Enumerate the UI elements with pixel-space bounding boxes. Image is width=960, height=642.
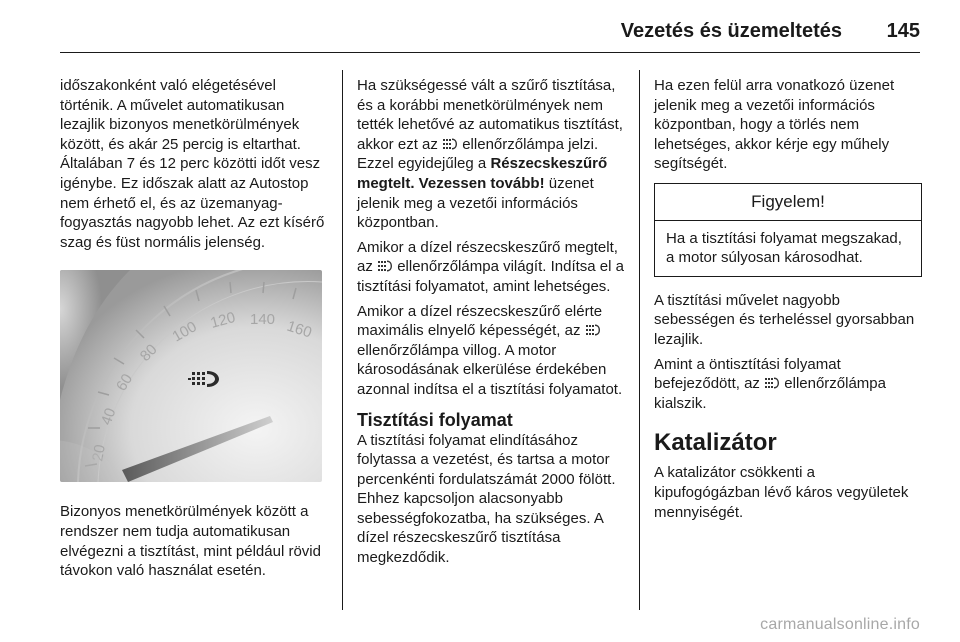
warning-box xyxy=(654,183,922,277)
paragraph: Bizonyos menetkörülmények között a rendszer nem tudja automatikusan elvégezni a tisztítást, mint például rövid távokon való használat esetén. xyxy=(60,503,321,580)
column-divider xyxy=(342,70,343,610)
paragraph: Amint a öntisztítási folyamat befejeződött, az ellenőrzőlámpa kialszik. xyxy=(654,355,886,412)
warning-message: Részecskeszűrő megtelt. Vezessen tovább! xyxy=(357,155,608,192)
paragraph: időszakonként való elégetésével történik. A művelet automatikusan lezajlik bizonyos menetkörülmények között, és akár 25 percig is eltarthat. Általában 7 és 12 perc közötti időt vesz igénybe. Ez időszak alatt az Autostop nem érhető el, és az üzemanyag-fogyasztás nagyobb lehet. Az ezt kísérő szag és füst normális jelenség. xyxy=(60,77,325,251)
column-divider xyxy=(639,70,640,610)
paragraph: Amikor a dízel részecskeszűrő megtelt, az ellenőrzőlámpa világít. Indítsa el a tisztítási folyamatot, amint lehetséges. xyxy=(357,238,624,295)
paragraph: Ha ezen felül arra vonatkozó üzenet jelenik meg a vezetői információs központban, hogy a törlés nem lehetséges, akkor kérje egy műhely segítségét. xyxy=(654,77,895,173)
paragraph: A tisztítási folyamat elindításához folytassa a vezetést, és tartsa a motor percenkénti fordulatszámát 2000 fölött. Ehhez kapcsoljon alacsonyabb sebességfokozatba, ha szükséges. A dízel részecskeszűrő tisztítása megkezdődik. xyxy=(357,431,616,567)
diesel-particle-filter-icon xyxy=(443,138,457,150)
diesel-particle-filter-icon xyxy=(586,324,600,336)
column-2 xyxy=(357,76,627,573)
section-heading: Tisztítási folyamat xyxy=(357,409,513,430)
gauge-label: 160 xyxy=(284,317,314,342)
gauge-label: 60 xyxy=(112,371,137,395)
paragraph: Amikor a dízel részecskeszűrő elérte maximális elnyelő képességét, az ellenőrzőlámpa villog. A motor károsodásának elkerülése érdekében azonnal indítsa el a tisztítási folyamatot. xyxy=(357,302,623,398)
page-number: 145 xyxy=(886,20,920,42)
section-heading: Katalizátor xyxy=(654,429,777,457)
paragraph: A tisztítási művelet nagyobb sebességen és terheléssel gyorsabban lezajlik. xyxy=(654,291,915,348)
diesel-particle-filter-icon xyxy=(765,377,779,389)
column-1 xyxy=(60,76,330,586)
page-header xyxy=(0,0,960,52)
chapter-title: Vezetés és üzemeltetés xyxy=(620,20,842,42)
header-rule xyxy=(60,52,920,53)
paragraph: A katalizátor csökkenti a kipufogógázban lévő káros vegyületek mennyiségét. xyxy=(654,464,909,521)
warning-text: Ha a tisztítási folyamat megszakad, a motor súlyosan károsodhat. xyxy=(666,229,902,267)
gauge-label: 20 xyxy=(89,443,109,464)
paragraph: Ha szükségessé vált a szűrő tisztítása, és a korábbi menetkörülmények nem tették lehetővé az automatikus tisztítást, akkor ezt az ellenőrzőlámpa jelzi. Ezzel egyidejűleg a Részecskeszűrő megtelt. Vezessen tovább! üzenet jelenik meg a vezetői információs központban. xyxy=(357,77,623,232)
gauge-label: 40 xyxy=(97,406,120,428)
warning-title: Figyelem! xyxy=(655,184,921,221)
watermark: carmanualsonline.info xyxy=(760,616,920,633)
column-3 xyxy=(654,76,922,527)
gauge-label: 80 xyxy=(136,341,161,366)
instrument-cluster-photo xyxy=(60,270,322,482)
gauge-label: 140 xyxy=(250,311,276,329)
gauge-label: 100 xyxy=(169,318,200,346)
diesel-particle-filter-icon xyxy=(378,260,392,272)
gauge-label: 120 xyxy=(208,309,238,333)
